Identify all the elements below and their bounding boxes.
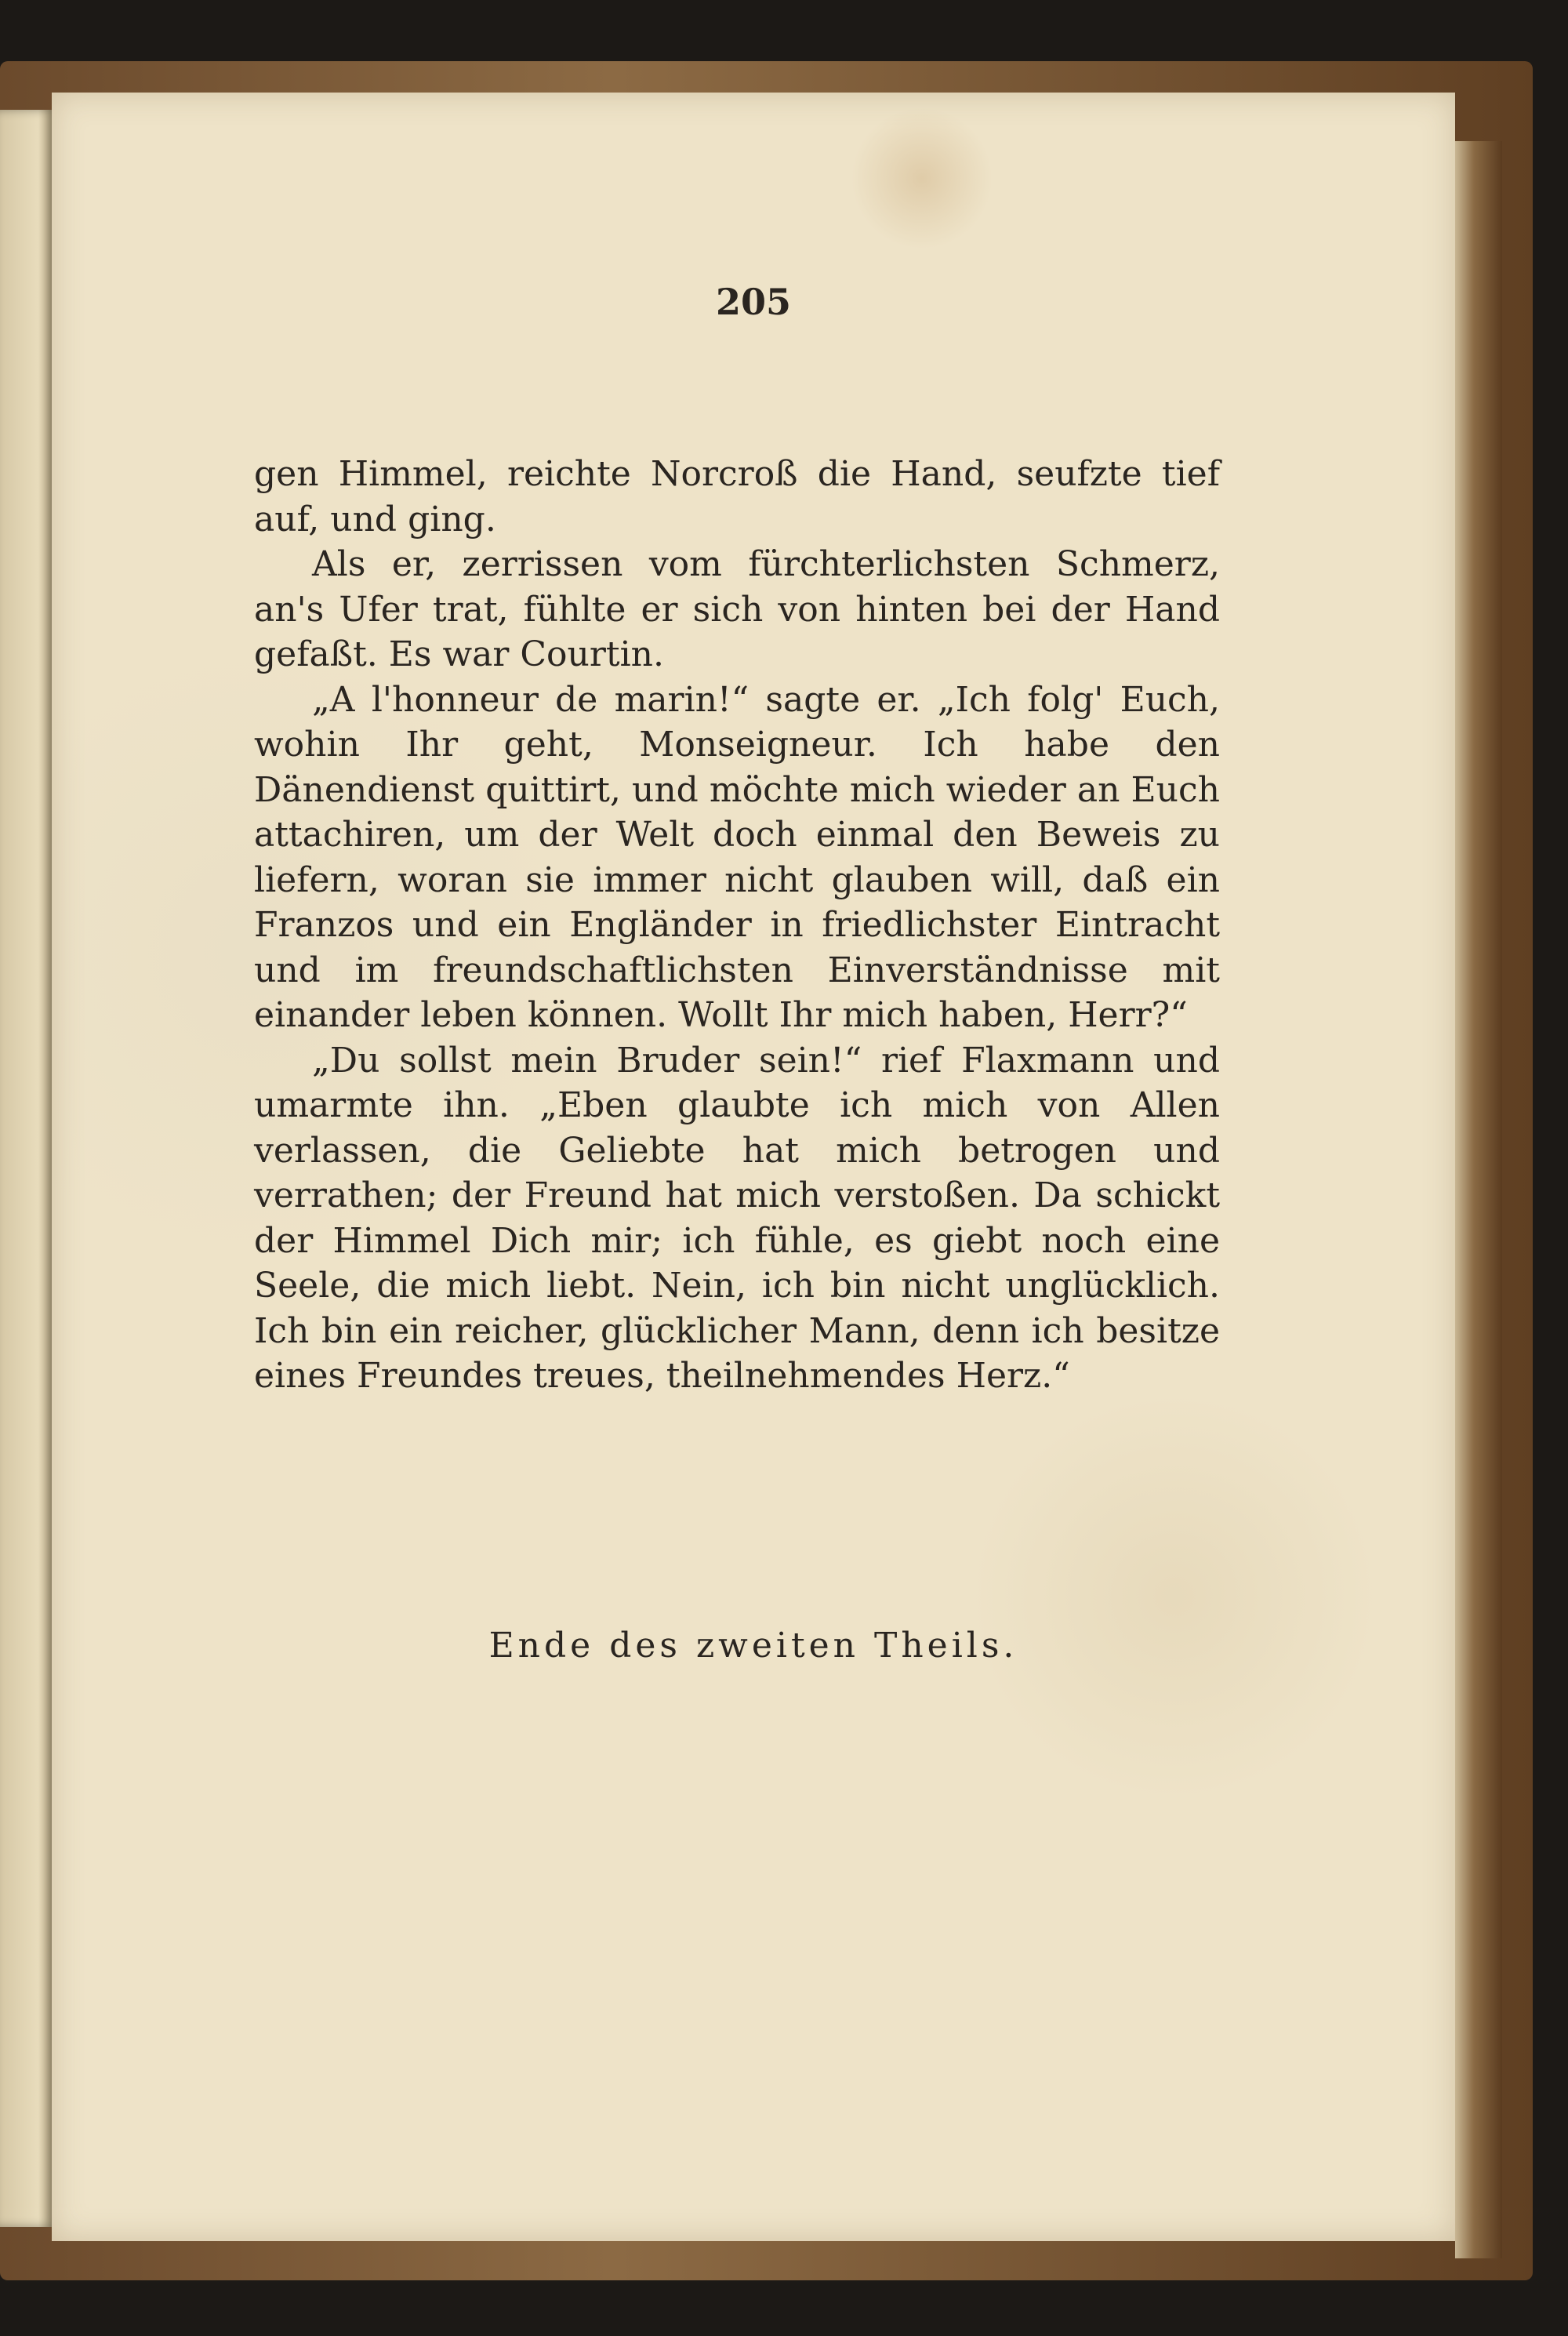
book-page (52, 93, 1455, 2241)
left-page-edge (0, 110, 55, 2227)
page-stack-edge (1455, 141, 1502, 2258)
paragraph: „A l'honneur de marin!“ sagte er. „Ich folg' Euch, wohin Ihr geht, Monseigneur. Ich habe den Dänendienst quittirt, und möchte mich wieder an Euch attachiren, um der Welt doch einmal den Beweis zu liefern, woran sie immer nicht glauben will, daß ein Franzos und ein Engländer in friedlichster Eintracht und im freundschaftlichsten Einverständnisse mit einander leben können. Wollt Ihr mich haben, Herr?“ (254, 679, 1220, 1035)
paragraph-continuation: gen Himmel, reichte Norcroß die Hand, seufzte tief auf, und ging. (254, 454, 1220, 539)
paragraph: „Du sollst mein Bruder sein!“ rief Flaxmann und umarmte ihn. „Eben glaubte ich mich von Allen verlassen, die Geliebte hat mich betrogen und verrathen; der Freund hat mich verstoßen. Da schickt der Himmel Dich mir; ich fühle, es giebt noch eine Seele, die mich liebt. Nein, ich bin nicht unglücklich. Ich bin ein reicher, glücklicher Mann, denn ich besitze eines Freundes treues, theilnehmendes Herz.“ (254, 1040, 1220, 1396)
section-end-note: Ende des zweiten Theils. (488, 1626, 1018, 1666)
page-number: 205 (715, 281, 792, 323)
body-text (254, 452, 1220, 1399)
paragraph: Als er, zerrissen vom fürchterlichsten Schmerz, an's Ufer trat, fühlte er sich von hinten bei der Hand gefaßt. Es war Courtin. (254, 544, 1220, 674)
